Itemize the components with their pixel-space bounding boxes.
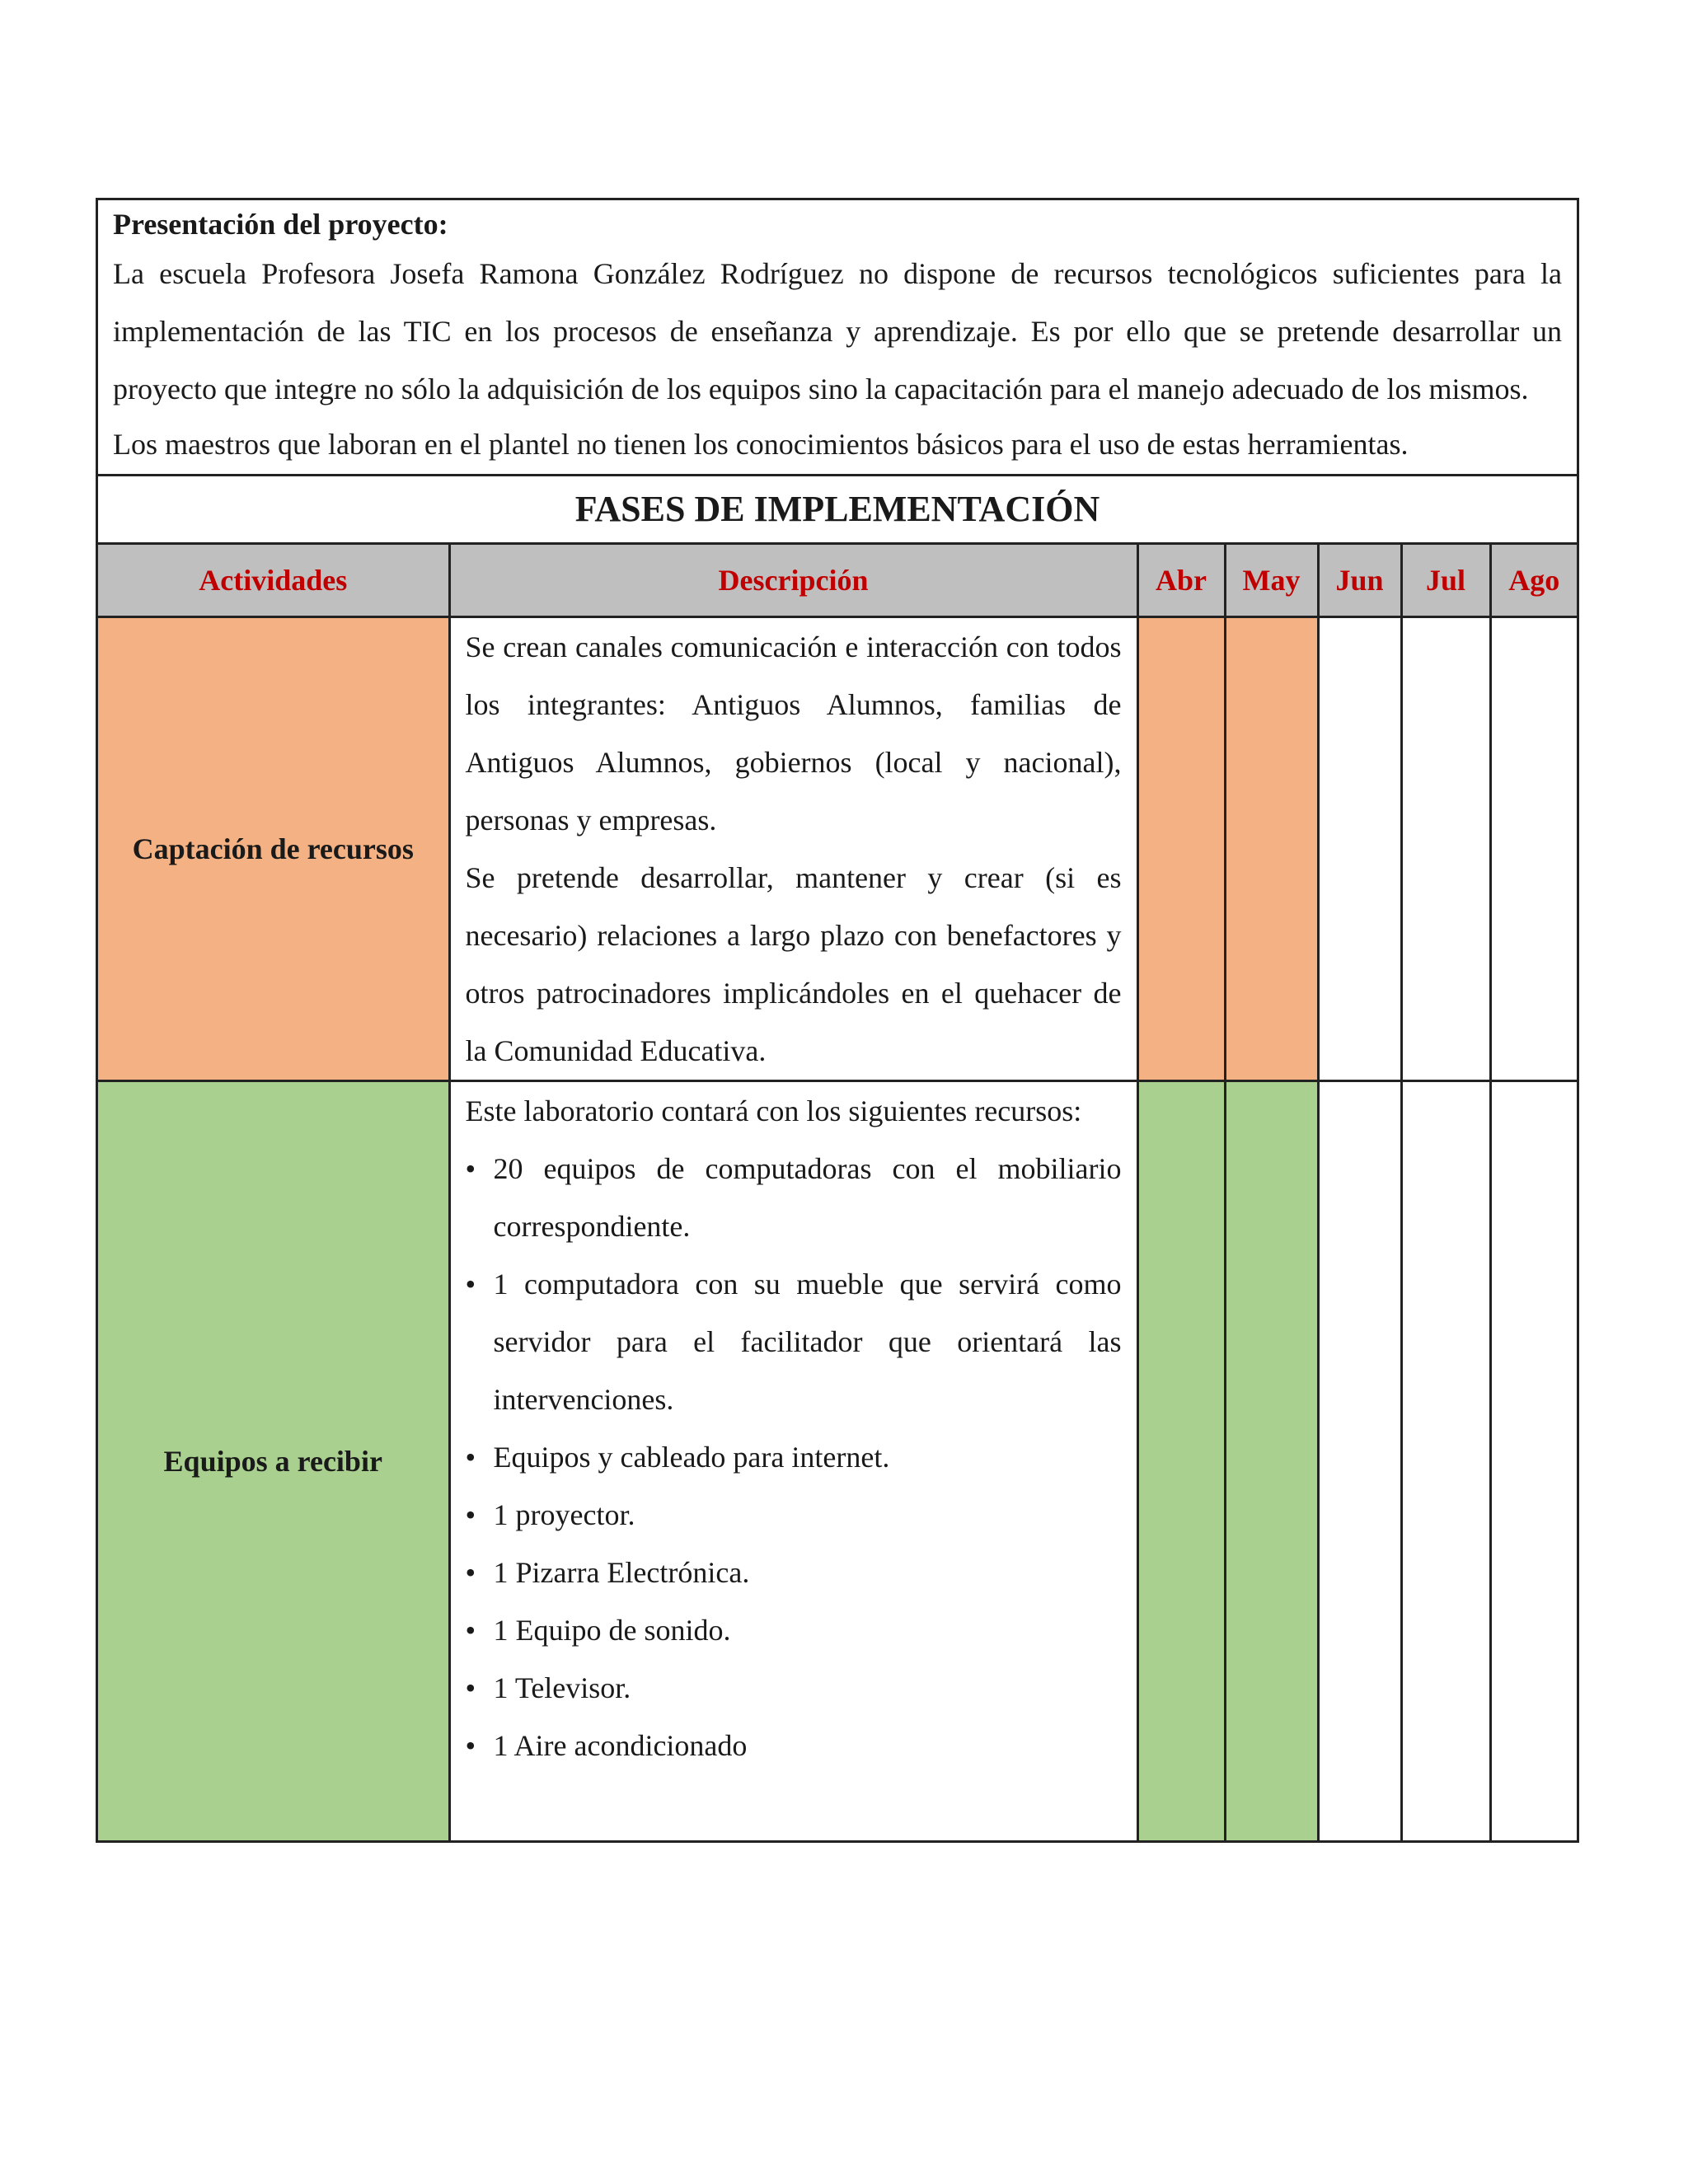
month-cell-may-active: [1225, 1081, 1318, 1841]
list-item: • 1 Equipo de sonido.: [466, 1601, 1122, 1659]
document-frame: [96, 198, 1579, 1843]
header-descripcion: Descripción: [449, 545, 1137, 617]
project-presentation: [98, 200, 1577, 476]
month-cell-jul: [1401, 1081, 1490, 1841]
phases-table: [98, 545, 1577, 1840]
list-item: • 1 Aire acondicionado: [466, 1717, 1122, 1774]
table-row: [98, 617, 1577, 1081]
month-cell-jun: [1318, 1081, 1401, 1841]
table-header-row: [98, 545, 1577, 617]
list-item: • 20 equipos de computadoras con el mobiliario correspondiente.: [466, 1140, 1122, 1255]
header-month-jul: Jul: [1401, 545, 1490, 617]
month-cell-abr-active: [1137, 1081, 1225, 1841]
header-month-jun: Jun: [1318, 545, 1401, 617]
month-cell-ago: [1490, 1081, 1577, 1841]
header-actividades: Actividades: [98, 545, 449, 617]
list-item: • Equipos y cableado para internet.: [466, 1428, 1122, 1486]
header-month-ago: Ago: [1490, 545, 1577, 617]
description-paragraph: Se pretende desarrollar, mantener y crear (si es necesario) relaciones a largo plazo con benefactores y otros patrocinadores implicándoles en el quehacer de la Comunidad Educativa.: [465, 861, 1122, 1067]
resources-list: [466, 1140, 1122, 1774]
month-cell-abr-active: [1137, 617, 1225, 1081]
description-cell: [449, 617, 1137, 1081]
month-cell-jul: [1401, 617, 1490, 1081]
description-paragraph: Se crean canales comunicación e interacción con todos los integrantes: Antiguos Alumnos, familias de Antiguos Alumnos, gobiernos (local y nacional), personas y empresas.: [465, 630, 1122, 837]
presentation-paragraph-1: La escuela Profesora Josefa Ramona González Rodríguez no dispone de recursos tecnológicos suficientes para la implementación de las TIC en los procesos de enseñanza y aprendizaje. Es por ello que se pretende desarrollar un proyecto que integre no sólo la adquisición de los equipos sino la capacitación para el manejo adecuado de los mismos.: [113, 257, 1562, 405]
presentation-heading: Presentación del proyecto:: [113, 208, 448, 241]
header-month-abr: Abr: [1137, 545, 1225, 617]
month-cell-jun: [1318, 617, 1401, 1081]
phases-title: FASES DE IMPLEMENTACIÓN: [98, 476, 1577, 545]
month-cell-ago: [1490, 617, 1577, 1081]
table-row: [98, 1081, 1577, 1841]
month-cell-may-active: [1225, 617, 1318, 1081]
list-item: • 1 Pizarra Electrónica.: [466, 1544, 1122, 1601]
header-month-may: May: [1225, 545, 1318, 617]
list-item: • 1 computadora con su mueble que servirá como servidor para el facilitador que orientará las intervenciones.: [466, 1255, 1122, 1428]
description-cell: [449, 1081, 1137, 1841]
activity-cell: Captación de recursos: [98, 617, 449, 1081]
description-intro: Este laboratorio contará con los siguientes recursos:: [465, 1094, 1082, 1127]
activity-cell: Equipos a recibir: [98, 1081, 449, 1841]
list-item: • 1 Televisor.: [466, 1659, 1122, 1717]
presentation-paragraph-2: Los maestros que laboran en el plantel no tienen los conocimientos básicos para el uso de estas herramientas.: [113, 428, 1409, 461]
list-item: • 1 proyector.: [466, 1486, 1122, 1544]
